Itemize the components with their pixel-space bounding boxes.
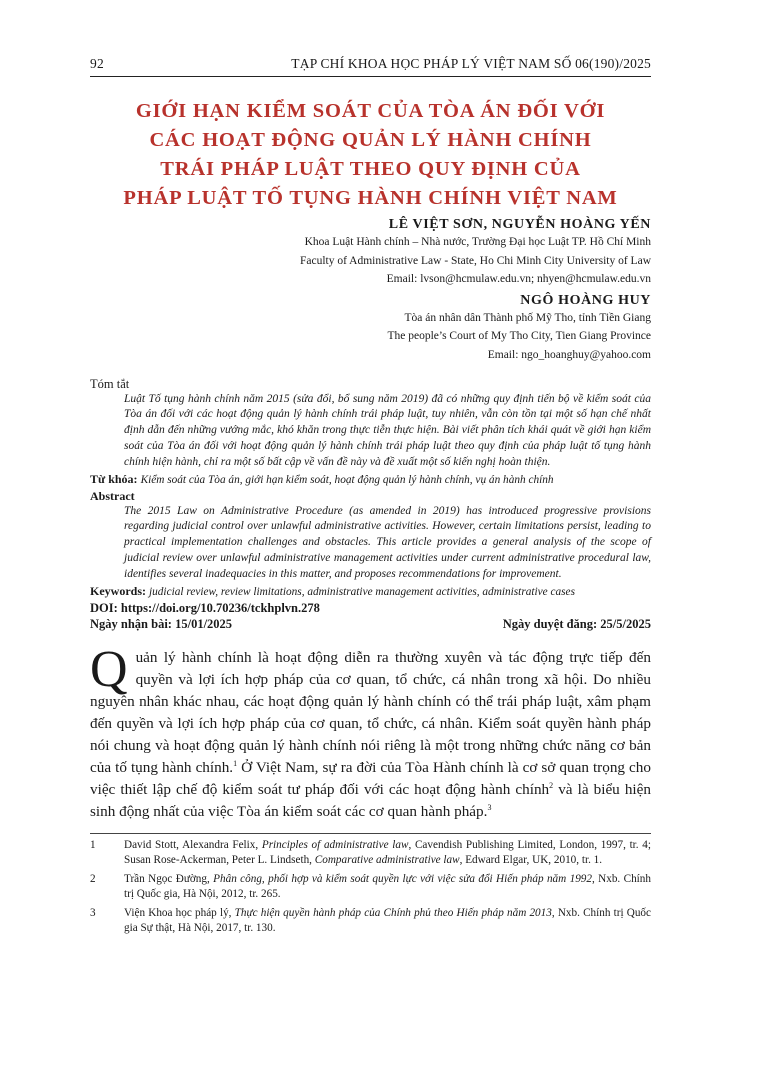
doi-link[interactable]: DOI: https://doi.org/10.70236/tckhplvn.278 [90,600,320,615]
running-header [90,56,651,77]
author-block-2 [90,293,651,365]
author-email[interactable]: Email: lvson@hcmulaw.edu.vn; nhyen@hcmulaw.edu.vn [386,273,651,286]
body-text-3: và là biểu hiện sinh động nhất của việc Tòa án kiểm soát các cơ quan hành pháp. [90,780,651,820]
affiliation-en: The people’s Court of My Tho City, Tien Giang Province [387,330,651,343]
footnote-text: David Stott, Alexandra Felix, Principles of administrative law, Cavendish Publishing Limited, London, 1997, tr. 4; Susan Rose-Ackerman, Peter L. Lindseth, Comparative administrative law, Edward Elgar, UK, 2010, tr. 1. [124,838,651,866]
affiliation-vi: Tòa án nhân dân Thành phố Mỹ Tho, tỉnh Tiền Giang [404,311,651,324]
affiliation-vi: Khoa Luật Hành chính – Nhà nước, Trường Đại học Luật TP. Hồ Chí Minh [304,236,651,248]
author-names: LÊ VIỆT SƠN, NGUYỄN HOÀNG YẾN [388,217,651,232]
keywords-en-text: judicial review, review limitations, administrative management activities, administrative cases [149,585,575,598]
author-block-1 [90,217,651,289]
author-names: NGÔ HOÀNG HUY [520,292,651,308]
footnote [90,906,651,936]
footnote-ref-1[interactable]: 1 [233,758,238,768]
footnote-divider [90,833,651,834]
body-text-1: uản lý hành chính là hoạt động diễn ra thường xuyên và tác động trực tiếp đến quyền và lợi ích hợp pháp của cơ quan, tổ chức, cá nhân trong xã hội. Do nhiều nguyên nhân khác nhau, các hoạt động quản lý hành chính có thể trái pháp luật, xâm phạm đến quyền và lợi ích hợp pháp của cơ quan, tổ chức, cá nhân. Kiểm soát quyền hành pháp nói chung và hoạt động quản lý hành chính nói riêng là một trong những chức năng cơ bản của tố tụng hành chính. [90,648,651,776]
page-number: 92 [90,56,104,71]
footnote [90,838,651,868]
title-line: TRÁI PHÁP LUẬT THEO QUY ĐỊNH CỦA [160,158,581,180]
abstract-en-text: The 2015 Law on Administrative Procedure (as amended in 2019) has introduced progressive provisions regarding judicial control over unlawful administrative activities. However, certain limitations persist, leading to practical implementation challenges and obstacles. This article provides a general analysis of the scope of judicial review over unlawful administrative management activities under current administrative procedural law, identifies several inadequacies in this matter, and proposes recommendations for improvement. [124,504,651,580]
affiliation-en: Faculty of Administrative Law - State, Ho Chi Minh City University of Law [299,254,651,267]
keywords-en [90,583,651,600]
journal-title: TẠP CHÍ KHOA HỌC PHÁP LÝ VIỆT NAM SỐ 06(190)/2025 [291,56,651,71]
footnote-text: Viện Khoa học pháp lý, Thực hiện quyền hành pháp của Chính phủ theo Hiến pháp năm 2013, Nxb. Chính trị Quốc gia Sự thật, Hà Nội, 2017, tr. 130. [124,906,651,934]
footnote-number: 2 [90,872,96,885]
author-email[interactable]: Email: ngo_hoanghuy@yahoo.com [487,348,651,361]
journal-page [90,56,651,936]
keywords-vi-text: Kiểm soát của Tòa án, giới hạn kiểm soát, hoạt động quản lý hành chính, vụ án hành chính [140,473,554,486]
footnote-ref-2[interactable]: 2 [549,780,554,790]
body-paragraph [90,640,651,823]
summary-label: Tóm tắt [90,376,130,391]
footnote-ref-3[interactable]: 3 [487,802,492,812]
title-line: PHÁP LUẬT TỐ TỤNG HÀNH CHÍNH VIỆT NAM [123,187,618,209]
drop-cap: Q [90,640,128,698]
footnote-number: 3 [90,906,96,919]
keywords-vi [90,471,651,488]
body-text-2: Ở Việt Nam, sự ra đời của Tòa Hành chính là cơ sở quan trọng cho việc thiết lập chế độ kiểm soát tư pháp đối với các hoạt động hành chính [90,758,651,798]
summary-vi-text: Luật Tố tụng hành chính năm 2015 (sửa đổi, bổ sung năm 2019) đã có những quy định tiến bộ về kiểm soát của Tòa án đối với các hoạt động quản lý hành chính trái pháp luật, tuy nhiên, vẫn còn tồn tại một số hạn chế nhất định dẫn đến những vướng mắc, khó khăn trong thực tiễn thực hiện. Bài viết phân tích khái quát về giới hạn kiểm soát của Tòa án đối với hoạt động quản lý hành chính trái pháp luật theo quy định của pháp luật tố tụng hành chính hiện hành, chỉ ra một số bất cập về vấn đề này và đề xuất một số kiến nghị hoàn thiện. [124,392,651,468]
footnote-text: Trần Ngọc Đường, Phân công, phối hợp và kiểm soát quyền lực với việc sửa đổi Hiến pháp năm 1992, Nxb. Chính trị Quốc gia, Hà Nội, 2012, tr. 265. [124,872,651,900]
keywords-vi-label: Từ khóa: [90,471,138,486]
accepted-date: Ngày duyệt đăng: 25/5/2025 [502,616,651,631]
keywords-en-label: Keywords: [90,583,146,598]
footnote [90,872,651,902]
title-line: GIỚI HẠN KIỂM SOÁT CỦA TÒA ÁN ĐỐI VỚI [135,100,606,122]
abstract-label: Abstract [90,488,135,503]
title-line: CÁC HOẠT ĐỘNG QUẢN LÝ HÀNH CHÍNH [149,129,592,151]
footnote-number: 1 [90,838,96,851]
received-date: Ngày nhận bài: 15/01/2025 [90,616,233,631]
article-dates [90,616,651,633]
article-title [90,97,651,213]
